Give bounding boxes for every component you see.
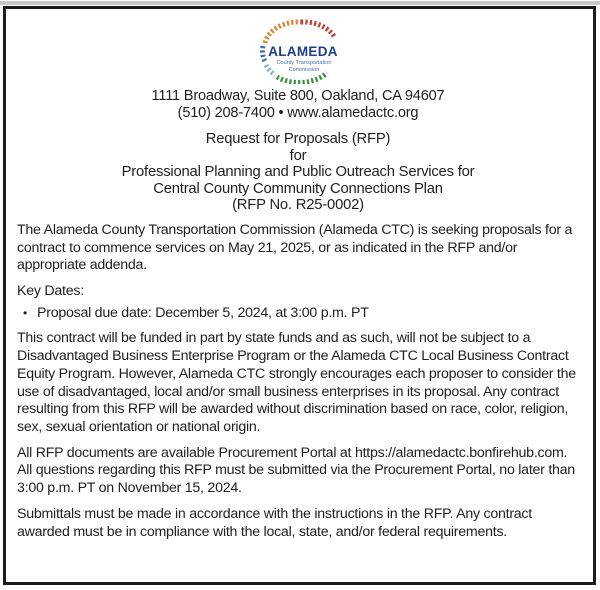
scan-edge-strip [0,1,600,5]
title-line-services: Professional Planning and Public Outreach Services for [121,164,475,181]
address-line: 1111 Broadway, Suite 800, Oakland, CA 94607 [151,88,445,104]
address-block [17,88,579,122]
proposal-due-date-text: Proposal due date: December 5, 2024, at 3:00 p.m. PT [37,304,369,321]
funding-paragraph: This contract will be funded in part by state funds and as such, will not be subject to a Disadvantaged Business Enterprise Program or the Alameda CTC Local Business Contract Equity Program. However, Alameda CTC strongly encourages each proposer to consider the use of disadvantaged, local and/or small business enterprises in its proposal. Any contract resulting from this RFP will be awarded without discrimination based on race, color, religion, sex, sexual orientation or national origin. [17,330,576,435]
intro-paragraph: The Alameda County Transportation Commission (Alameda CTC) is seeking proposals for a contract to commence services on May 21, 2025, or as indicated in the RFP and/or appropriate addenda. [17,221,573,274]
title-line-for: for [289,147,307,164]
rfp-title-block [17,131,579,214]
procurement-portal-paragraph: All RFP documents are available Procurement Portal at https://alamedactc.bonfirehub.com. All questions regarding this RFP must be submitted via the Procurement Portal, no later than 3:00 p.m. PT on November 15, 2024. [17,444,575,497]
title-line-plan: Central County Community Connections Plan [153,180,443,197]
document-body [17,222,579,541]
title-line-rfp: Request for Proposals (RFP) [205,131,391,147]
logo-subtitle-line1: County Transportation [276,60,332,66]
proposal-due-date-item [17,305,579,323]
title-line-rfp-number: (RFP No. R25-0002) [232,197,364,214]
submittals-paragraph: Submittals must be made in accordance with the instructions in the RFP. Any contract awarded must be in compliance with the local, state, and/or federal requirements. [17,505,532,540]
alameda-ctc-logo [17,16,579,84]
key-dates-label: Key Dates: [17,283,84,300]
phone-website-line: (510) 208-7400 • www.alamedactc.org [177,105,419,121]
logo-name-text: ALAMEDA [268,44,338,59]
document-border-frame [3,6,596,585]
alameda-ctc-logo-icon [249,16,347,84]
logo-subtitle-line2: Commission [288,67,320,73]
bullet-icon: • [23,305,27,320]
